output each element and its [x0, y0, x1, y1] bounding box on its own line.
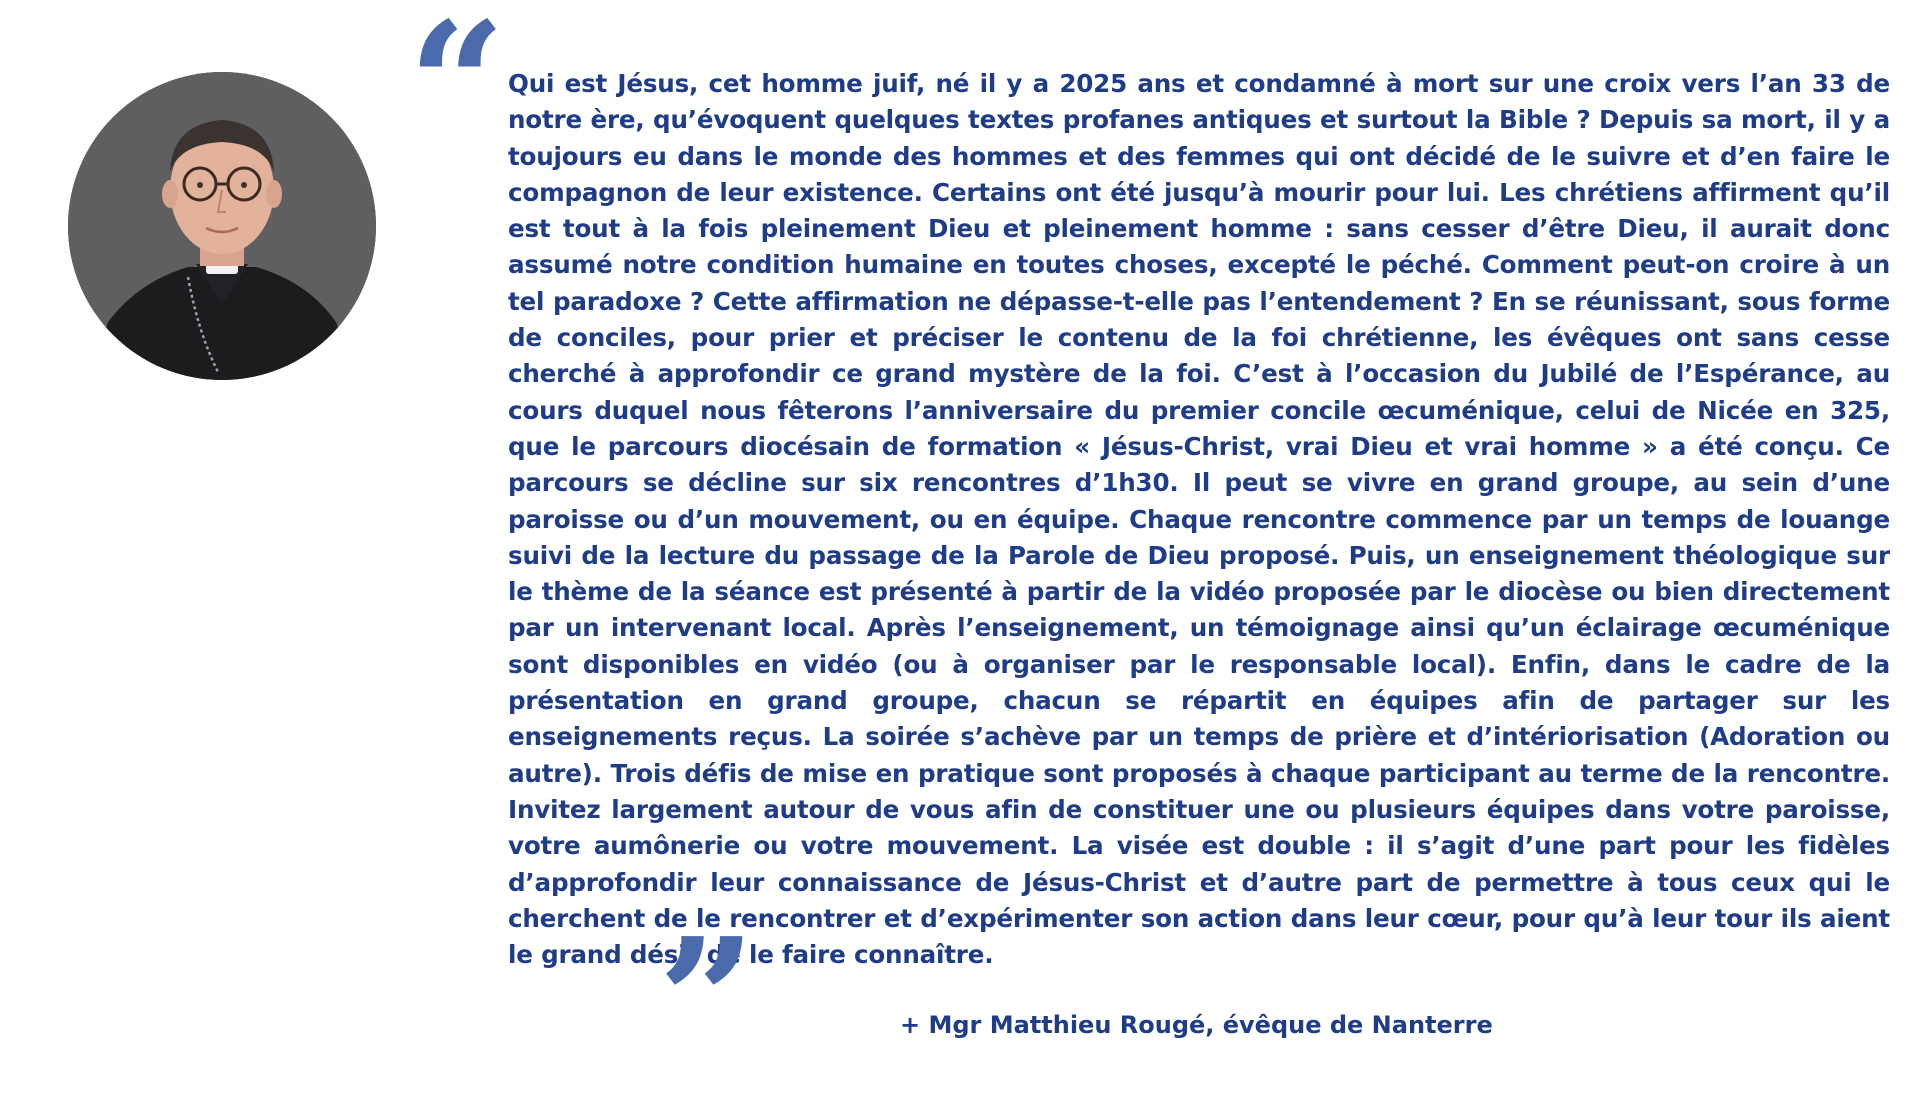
opening-quote-mark-icon: “: [408, 0, 506, 185]
bishop-portrait-icon: [68, 72, 376, 380]
closing-quote-mark-icon: ”: [658, 901, 756, 1101]
quote-text: Qui est Jésus, cet homme juif, né il y a 2025 ans et condamné à mort sur une croix vers l’an 33 de notre ère, qu’évoquent quelques textes profanes antiques et surtout la Bible ? Depuis sa mort, il y a toujours eu dans le monde des hommes et des femmes qui ont décidé de le suivre et d’en faire le compagnon de leur existence. Certains ont été jusqu’à mourir pour lui. Les chrétiens affirment qu’il est tout à la fois pleinement Dieu et pleinement homme : sans cesser d’être Dieu, il aurait donc assumé notre condition humaine en toutes choses, excepté le péché. Comment peut-on croire à un tel paradoxe ? Cette affirmation ne dépasse-t-elle pas l’entendement ? En se réunissant, sous forme de conciles, pour prier et préciser le contenu de la foi chrétienne, les évêques ont sans cesse cherché à approfondir ce grand mystère de la foi. C’est à l’occasion du Jubilé de l’Espérance, au cours duquel nous fêterons l’anniversaire du premier concile œcuménique, celui de Nicée en 325, que le parcours diocésain de formation « Jésus-Christ, vrai Dieu et vrai homme » a été conçu. Ce parcours se décline sur six rencontres d’1h30. Il peut se vivre en grand groupe, au sein d’une paroisse ou d’un mouvement, ou en équipe. Chaque rencontre commence par un temps de louange suivi de la lecture du passage de la Parole de Dieu proposé. Puis, un enseignement théologique sur le thème de la séance est présenté à partir de la vidéo proposée par le diocèse ou bien directement par un intervenant local. Après l’enseignement, un témoignage ainsi qu’un éclairage œcuménique sont disponibles en vidéo (ou à organiser par le responsable local). Enfin, dans le cadre de la présentation en grand groupe, chacun se répartit en équipes afin de partager sur les enseignements reçus. La soirée s’achève par un temps de prière et d’intériorisation (Adoration ou autre). Trois défis de mise en pratique sont proposés à chaque participant au terme de la rencontre. Invitez largement autour de vous afin de constituer une ou plusieurs équipes dans votre paroisse, votre aumônerie ou votre mouvement. La visée est double : il s’agit d’une part pour les fidèles d’approfondir leur connaissance de Jésus-Christ et d’autre part de permettre à tous ceux qui le cherchent de le rencontrer et d’expérimenter son action dans leur cœur, pour qu’à leur tour ils aient le grand désir de le faire connaître.: [508, 69, 1890, 970]
portrait-photo: [68, 72, 376, 380]
signature: + Mgr Matthieu Rougé, évêque de Nanterre: [900, 1011, 1493, 1039]
